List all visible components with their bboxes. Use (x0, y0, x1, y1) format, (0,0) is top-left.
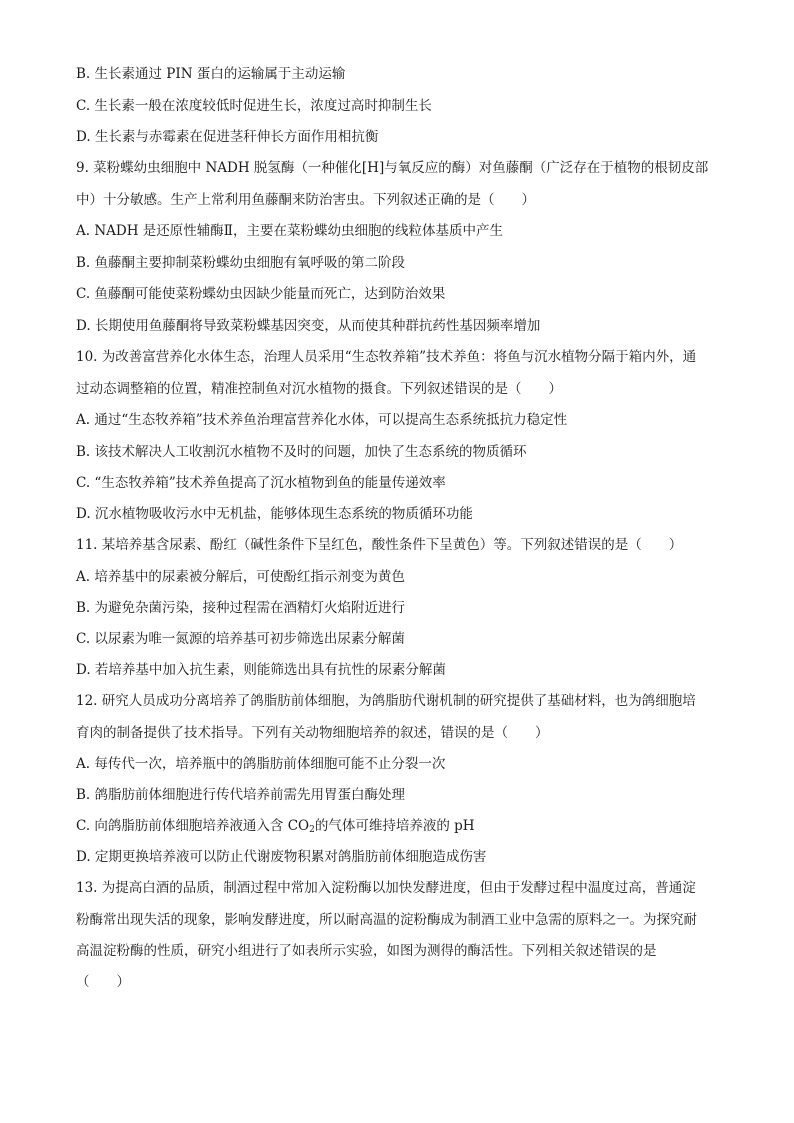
q11-option-a: A. 培养基中的尿素被分解后，可使酚红指示剂变为黄色 (76, 569, 405, 585)
q9-stem-line-2: 中）十分敏感。生产上常利用鱼藤酮来防治害虫。下列叙述正确的是（ ） (76, 192, 535, 208)
q8-option-c: C. 生长素一般在浓度较低时促进生长，浓度过高时抑制生长 (76, 98, 432, 114)
co2-subscript: 2 (309, 825, 315, 835)
q12-stem-line-2: 育肉的制备提供了技术指导。下列有关动物细胞培养的叙述，错误的是（ ） (76, 725, 549, 741)
q11-option-c: C. 以尿素为唯一氮源的培养基可初步筛选出尿素分解菌 (76, 631, 405, 647)
q11-option-b: B. 为避免杂菌污染，接种过程需在酒精灯火焰附近进行 (76, 600, 406, 616)
q9-option-d: D. 长期使用鱼藤酮将导致菜粉蝶基因突变，从而使其种群抗药性基因频率增加 (76, 318, 541, 334)
q12-option-c-text: C. 向鸽脂肪前体细胞培养液通入含 CO (76, 818, 310, 834)
q12-option-c (76, 816, 726, 836)
q12-option-a: A. 每传代一次，培养瓶中的鸽脂肪前体细胞可能不止分裂一次 (76, 756, 446, 772)
q13-stem-line-4: （ ） (76, 974, 130, 990)
q11-option-d: D. 若培养基中加入抗生素，则能筛选出具有抗性的尿素分解菌 (76, 662, 446, 678)
q13-stem-line-2: 粉酶常出现失活的现象，影响发酵进度，所以耐高温的淀粉酶成为制酒工业中急需的原料之一。为探究耐 (76, 912, 697, 928)
q10-option-a: A. 通过“生态牧养箱”技术养鱼治理富营养化水体，可以提高生态系统抵抗力稳定性 (76, 412, 568, 428)
q12-option-c-text-end: 的气体可维持培养液的 pH (314, 818, 475, 834)
q10-stem-line-2: 过动态调整箱的位置，精准控制鱼对沉水植物的摄食。下列叙述错误的是（ ） (76, 381, 562, 397)
q13-stem-line-1: 13. 为提高白酒的品质，制酒过程中常加入淀粉酶以加快发酵进度，但由于发酵过程中温度过高，普通淀 (76, 880, 696, 896)
q13-stem-line-3: 高温淀粉酶的性质，研究小组进行了如表所示实验，如图为测得的酶活性。下列相关叙述错误的是 (76, 943, 657, 959)
q9-option-b: B. 鱼藤酮主要抑制菜粉蝶幼虫细胞有氧呼吸的第二阶段 (76, 255, 406, 271)
q9-stem-line-1: 9. 菜粉蝶幼虫细胞中 NADH 脱氢酶（一种催化[H]与氧反应的酶）对鱼藤酮（广泛存在于植物的根韧皮部 (76, 160, 709, 176)
q12-stem-line-1: 12. 研究人员成功分离培养了鸽脂肪前体细胞，为鸽脂肪代谢机制的研究提供了基础材料，也为鸽细胞培 (76, 693, 696, 709)
q12-option-d: D. 定期更换培养液可以防止代谢废物积累对鸽脂肪前体细胞造成伤害 (76, 849, 487, 865)
q10-option-c: C. “生态牧养箱”技术养鱼提高了沉水植物到鱼的能量传递效率 (76, 475, 446, 491)
q9-option-a: A. NADH 是还原性辅酶Ⅱ，主要在菜粉蝶幼虫细胞的线粒体基质中产生 (76, 223, 503, 239)
q12-option-b: B. 鸽脂肪前体细胞进行传代培养前需先用胃蛋白酶处理 (76, 787, 406, 803)
q10-option-d: D. 沉水植物吸收污水中无机盐，能够体现生态系统的物质循环功能 (76, 506, 473, 522)
q11-stem-line-1: 11. 某培养基含尿素、酚红（碱性条件下呈红色，酸性条件下呈黄色）等。下列叙述错误的是（ ） (76, 537, 683, 553)
q9-option-c: C. 鱼藤酮可能使菜粉蝶幼虫因缺少能量而死亡，达到防治效果 (76, 286, 446, 302)
q10-stem-line-1: 10. 为改善富营养化水体生态，治理人员采用“生态牧养箱”技术养鱼：将鱼与沉水植物分隔于箱内外，通 (76, 349, 697, 365)
q8-option-b: B. 生长素通过 PIN 蛋白的运输属于主动运输 (76, 66, 346, 82)
q8-option-d: D. 生长素与赤霉素在促进茎秆伸长方面作用相抗衡 (76, 129, 379, 145)
q10-option-b: B. 该技术解决人工收割沉水植物不及时的问题，加快了生态系统的物质循环 (76, 444, 527, 460)
